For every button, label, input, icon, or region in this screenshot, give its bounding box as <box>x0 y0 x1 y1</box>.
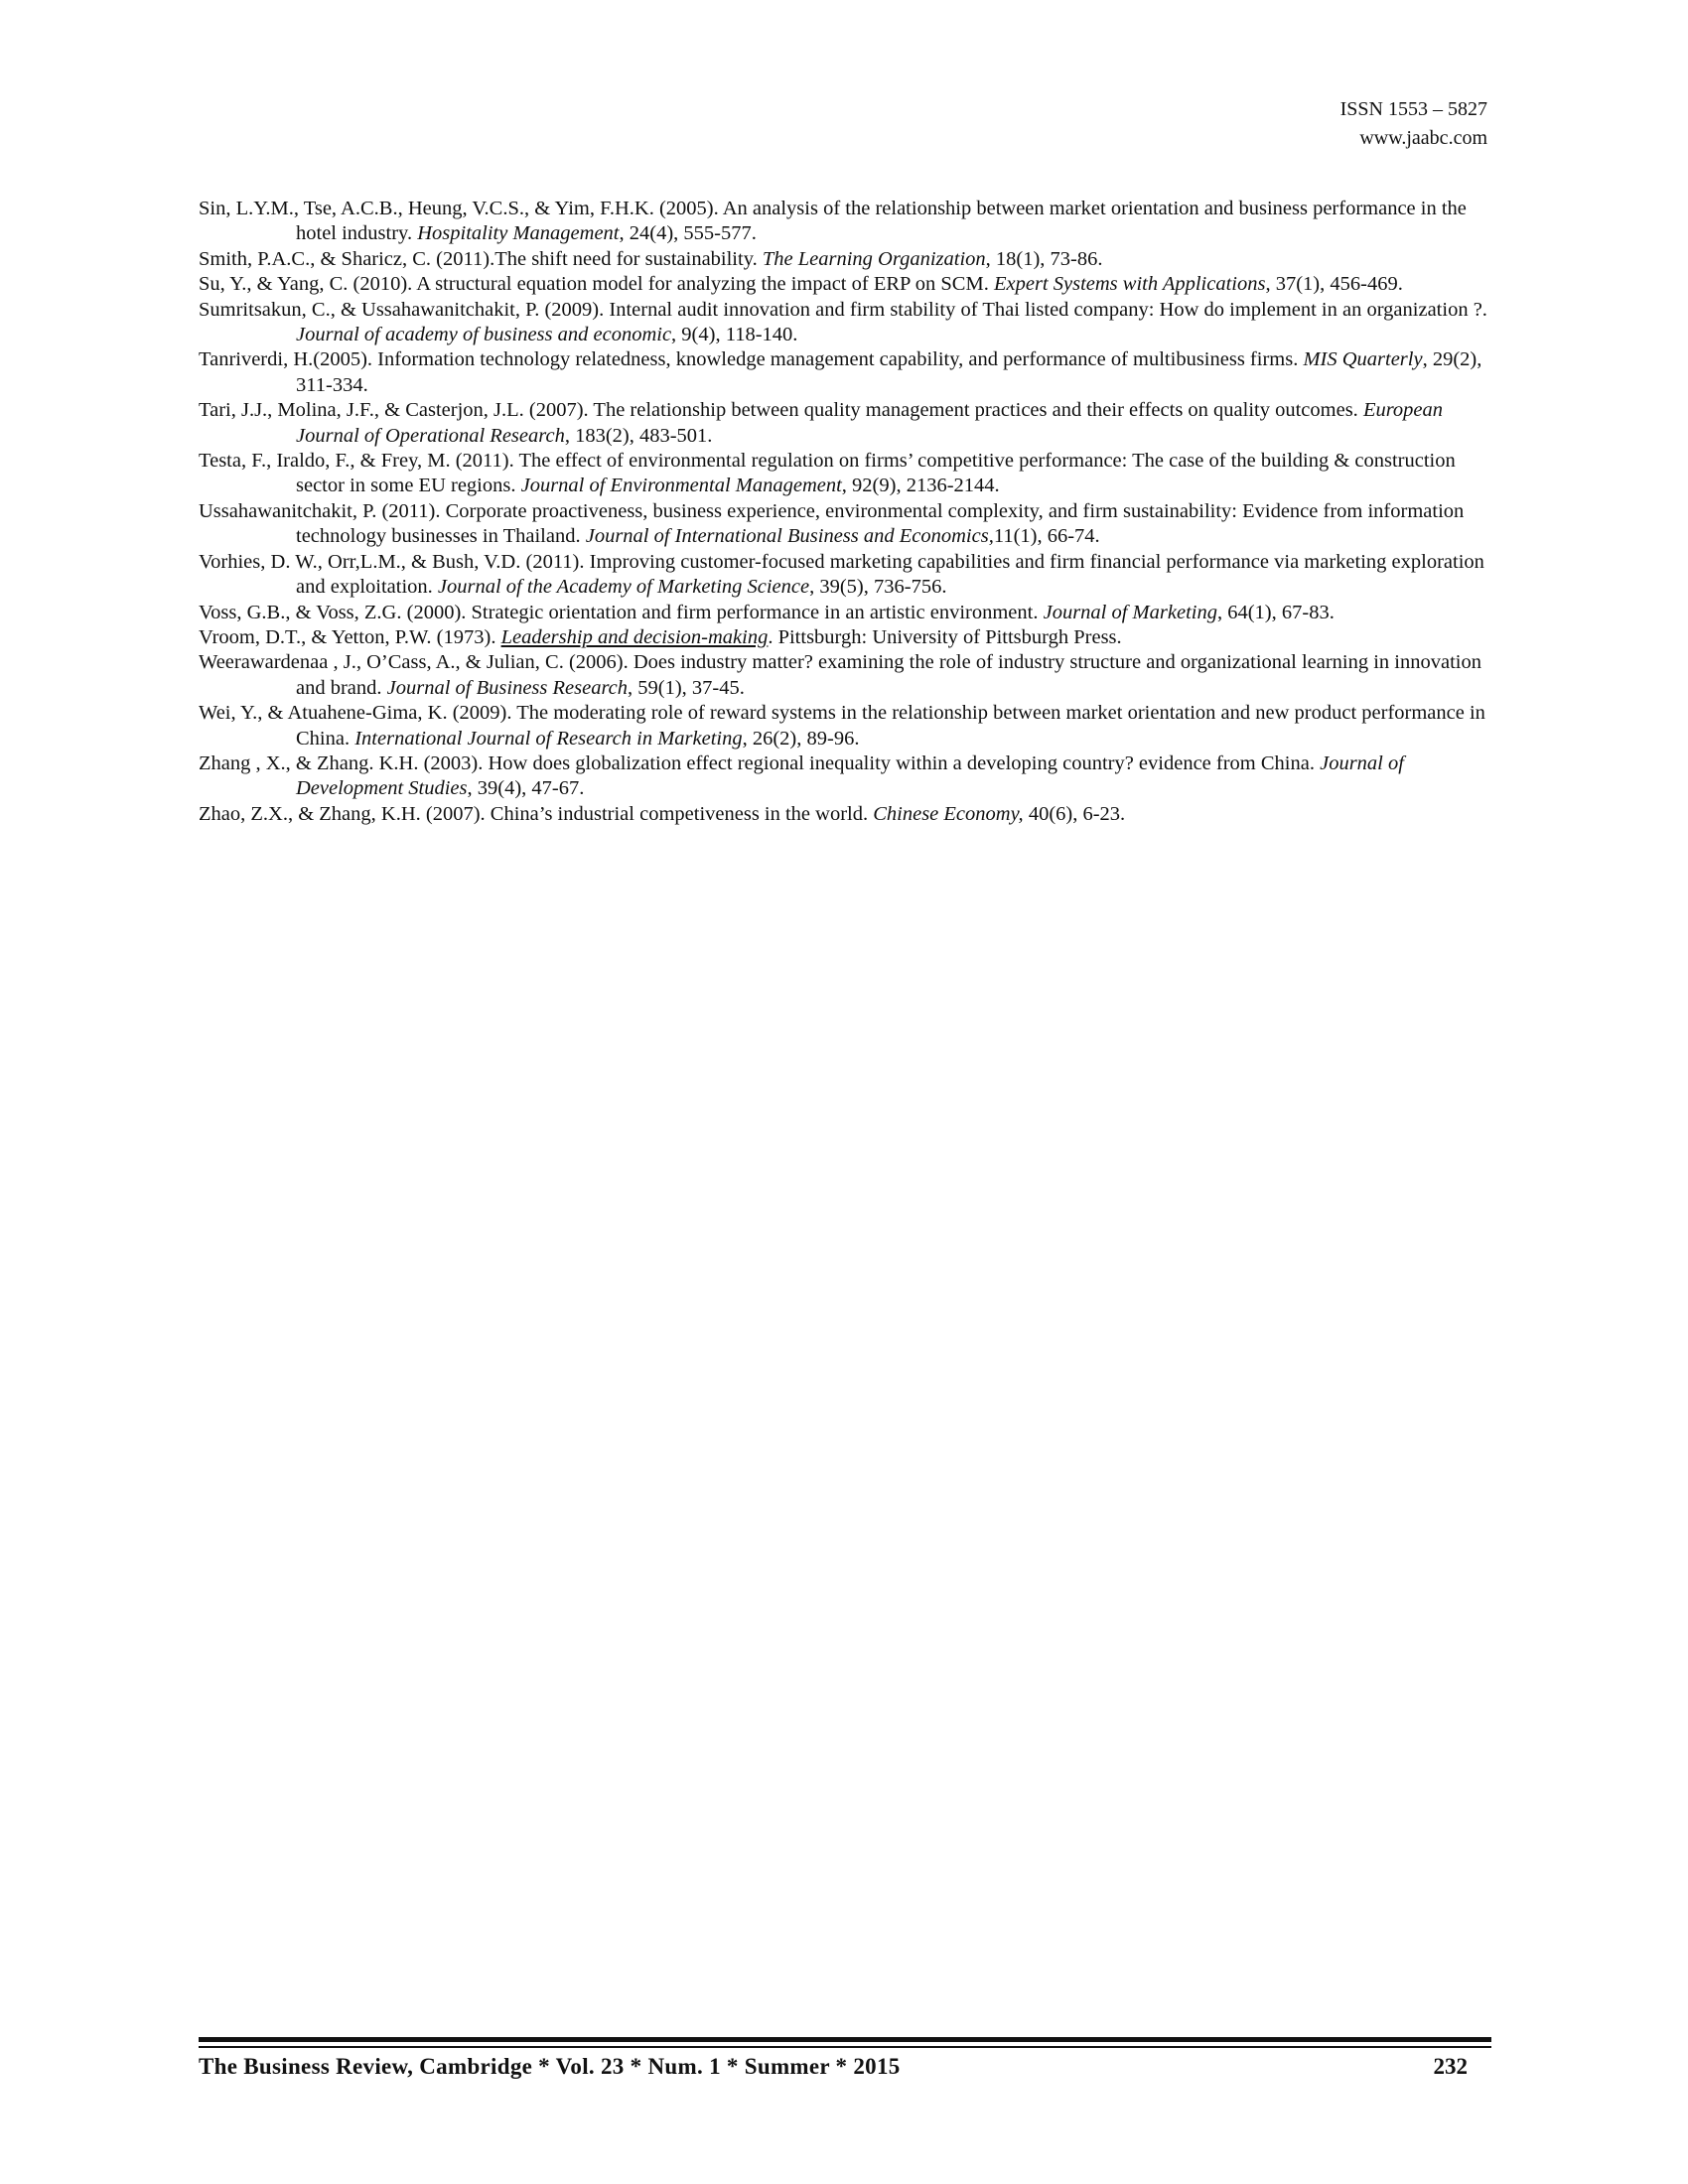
reference-source-title: Journal of Development Studies <box>296 751 1404 800</box>
page-number: 232 <box>1433 2054 1468 2079</box>
reference-details: , 39(5), 736-756. <box>809 576 947 599</box>
footer-journal-info: The Business Review, Cambridge * Vol. 23 * Num. 1 * Summer * 2015 <box>199 2054 901 2079</box>
footer-rule-thick <box>199 2037 1491 2042</box>
reference-source-title: Leadership and decision-making <box>500 625 769 648</box>
reference-details: , 37(1), 456-469. <box>1265 273 1403 296</box>
reference-source-title: Journal of Environmental Management <box>520 475 842 497</box>
reference-entry <box>199 499 1491 550</box>
reference-text: Tanriverdi, H.(2005). Information technology relatedness, knowledge management capability, and performance of multibusiness firms. <box>199 348 1304 371</box>
reference-details: , 59(1), 37-45. <box>628 676 745 699</box>
reference-details: , 29(2), 311-334. <box>296 348 1482 396</box>
reference-details: 40(6), 6-23. <box>1023 802 1126 825</box>
reference-details: , 26(2), 89-96. <box>742 727 860 750</box>
reference-details: , 18(1), 73-86. <box>985 247 1103 270</box>
reference-list <box>199 197 1491 827</box>
reference-entry <box>199 625 1491 650</box>
reference-entry <box>199 751 1491 802</box>
reference-source-title: Journal of International Business and Economics, <box>585 525 994 548</box>
reference-details: , 9(4), 118-140. <box>671 324 798 346</box>
reference-source-title: Expert Systems with Applications <box>993 273 1266 296</box>
reference-details: , 39(4), 47-67. <box>467 777 585 800</box>
reference-details: , 92(9), 2136-2144. <box>841 475 1000 497</box>
reference-entry <box>199 550 1491 601</box>
reference-text: Vorhies, D. W., Orr,L.M., & Bush, V.D. (2011). Improving customer-focused marketing capabilities and firm financial performance via marketing exploration and exploitation. <box>199 550 1484 599</box>
reference-text: Vroom, D.T., & Yetton, P.W. (1973). <box>199 625 501 648</box>
reference-details: 11(1), 66-74. <box>993 525 1100 548</box>
reference-text: Zhao, Z.X., & Zhang, K.H. (2007). China’s industrial competiveness in the world. <box>199 802 874 825</box>
reference-entry <box>199 398 1491 449</box>
reference-text: Tari, J.J., Molina, J.F., & Casterjon, J.L. (2007). The relationship between quality management practices and their effects on quality outcomes. <box>199 399 1363 422</box>
reference-entry <box>199 272 1491 297</box>
reference-entry <box>199 298 1491 348</box>
reference-source-title: Journal of the Academy of Marketing Science <box>437 576 810 599</box>
reference-source-title: Chinese Economy, <box>873 802 1024 825</box>
reference-source-title: European Journal of Operational Research <box>296 399 1444 447</box>
reference-entry <box>199 601 1491 625</box>
page-header <box>1340 95 1487 153</box>
reference-entry <box>199 347 1491 398</box>
reference-details: . Pittsburgh: University of Pittsburgh Press. <box>768 625 1122 648</box>
reference-source-title: Hospitality Management <box>417 222 620 245</box>
reference-details: , 24(4), 555-577. <box>619 222 757 245</box>
footer-rule-thin <box>199 2046 1491 2048</box>
reference-text: Weerawardenaa , J., O’Cass, A., & Julian, C. (2006). Does industry matter? examining the role of industry structure and organizational learning in innovation and brand. <box>199 651 1481 699</box>
reference-source-title: MIS Quarterly <box>1303 348 1423 371</box>
reference-source-title: International Journal of Research in Marketing <box>354 727 743 750</box>
website-label: www.jaabc.com <box>1359 127 1487 149</box>
reference-text: Wei, Y., & Atuahene-Gima, K. (2009). The moderating role of reward systems in the relationship between market orientation and new product performance in China. <box>199 702 1485 750</box>
reference-entry <box>199 701 1491 751</box>
reference-source-title: Journal of Business Research <box>386 676 629 699</box>
reference-entry <box>199 449 1491 499</box>
reference-text: Smith, P.A.C., & Sharicz, C. (2011).The shift need for sustainability. <box>199 247 763 270</box>
reference-text: Zhang , X., & Zhang. K.H. (2003). How does globalization effect regional inequality within a developing country? evidence from China. <box>199 751 1321 774</box>
reference-text: Sumritsakun, C., & Ussahawanitchakit, P. (2009). Internal audit innovation and firm stability of Thai listed company: How do implement in an organization ?. <box>199 298 1487 321</box>
reference-text: Ussahawanitchakit, P. (2011). Corporate proactiveness, business experience, environmental complexity, and firm sustainability: Evidence from information technology businesses in Thailand. <box>199 499 1465 548</box>
reference-details: , 183(2), 483-501. <box>564 424 713 447</box>
reference-text: Testa, F., Iraldo, F., & Frey, M. (2011). The effect of environmental regulation on firms’ competitive performance: The case of the building & construction sector in some EU regions. <box>199 450 1456 497</box>
reference-text: Su, Y., & Yang, C. (2010). A structural equation model for analyzing the impact of ERP on SCM. <box>199 273 994 296</box>
reference-details: , 64(1), 67-83. <box>1216 601 1335 623</box>
reference-source-title: The Learning Organization <box>762 247 986 270</box>
reference-text: Sin, L.Y.M., Tse, A.C.B., Heung, V.C.S., & Yim, F.H.K. (2005). An analysis of the relationship between market orientation and business performance in the hotel industry. <box>199 198 1467 245</box>
reference-entry <box>199 247 1491 272</box>
issn-label: ISSN 1553 – 5827 <box>1339 98 1487 120</box>
reference-source-title: Journal of academy of business and economic <box>296 324 672 346</box>
reference-source-title: Journal of Marketing <box>1043 601 1217 623</box>
reference-text: Voss, G.B., & Voss, Z.G. (2000). Strategic orientation and firm performance in an artistic environment. <box>199 601 1044 623</box>
reference-entry <box>199 650 1491 701</box>
reference-entry <box>199 802 1491 827</box>
reference-entry <box>199 197 1491 247</box>
